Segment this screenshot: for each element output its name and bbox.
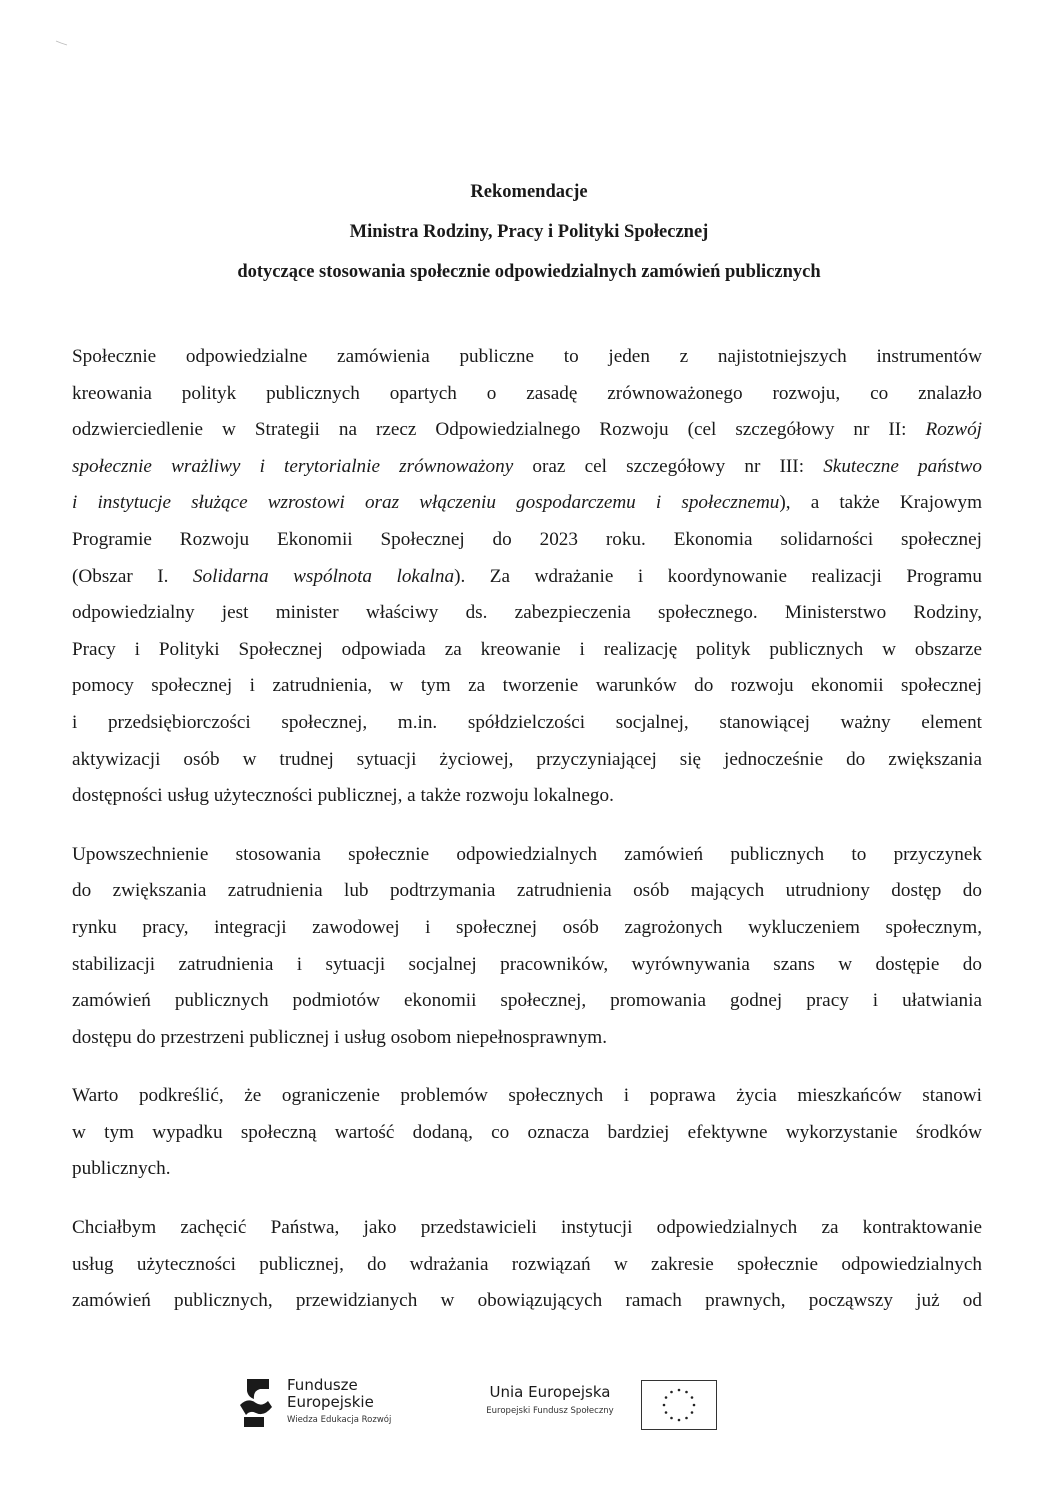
text-run: oraz cel szczegółowy nr III: (513, 455, 824, 477)
italic-run: społecznie wrażliwy i terytorialnie zrównoważony (72, 455, 514, 477)
fe-line-2: Europejskie (287, 1393, 374, 1411)
text-line (72, 983, 982, 1020)
fundusze-europejskie-text (287, 1377, 391, 1425)
italic-run: i instytucje służące wzrostowi oraz włączeniu gospodarczemu i społecznemu (72, 492, 780, 514)
eu-star (670, 1417, 673, 1420)
text-run: Programie Rozwoju Ekonomii Społecznej do 2023 roku. Ekonomia solidarności społecznej (72, 528, 982, 550)
text-run: Społecznie odpowiedzialne zamówienia publiczne to jeden z najistotniejszych instrumentów (72, 346, 982, 367)
ue-subtitle: Europejski Fundusz Społeczny (486, 1406, 614, 1416)
paragraph (72, 1210, 982, 1320)
italic-run: Rozwój (925, 419, 982, 441)
text-run: do zwiększania zatrudnienia lub podtrzymania zatrudnienia osób mających utrudniony dostęp do (72, 880, 982, 902)
text-line (72, 632, 982, 669)
text-run: pomocy społecznej i zatrudnienia, w tym za tworzenie warunków do rozwoju ekonomii społecznej (72, 675, 982, 697)
eu-star (685, 1417, 688, 1420)
eu-star (678, 1389, 681, 1392)
text-run: Upowszechnienie stosowania społecznie odpowiedzialnych zamówień publicznych to przyczynek (72, 843, 982, 865)
eu-star (691, 1411, 694, 1414)
text-run: stabilizacji zatrudnienia i sytuacji socjalnej pracowników, wyrównywania szans w dostępie do (72, 953, 982, 975)
text-line (72, 1283, 982, 1320)
text-line (72, 1020, 982, 1057)
text-line (72, 339, 982, 376)
unia-europejska-text (460, 1383, 640, 1416)
fe-subtitle: Wiedza Edukacja Rozwój (287, 1415, 392, 1425)
text-line (72, 412, 982, 449)
text-run: (Obszar I. (72, 565, 193, 587)
text-line (72, 522, 982, 559)
eu-star (678, 1419, 681, 1422)
title-line-2: Ministra Rodziny, Pracy i Polityki Społecznej (349, 222, 709, 242)
text-run: i przedsiębiorczości społecznej, m.in. spółdzielczości socjalnej, stanowiącej ważny element (72, 711, 982, 733)
text-line (72, 485, 982, 522)
text-run: dostępności usług użyteczności publicznej, a także rozwoju lokalnego. (72, 785, 614, 807)
italic-run: Solidarna wspólnota lokalna (192, 565, 455, 587)
text-line (72, 1078, 982, 1115)
text-line (72, 449, 982, 486)
eu-flag-icon (641, 1380, 717, 1430)
text-line (72, 910, 982, 947)
text-run: ), a także Krajowym (779, 492, 982, 514)
fundusze-europejskie-logo-icon (238, 1377, 278, 1429)
text-line (72, 778, 982, 815)
eu-star (665, 1396, 668, 1399)
text-line (72, 1115, 982, 1152)
text-run: odpowiedzialny jest minister właściwy ds. zabezpieczenia społecznego. Ministerstwo Rodziny, (72, 602, 982, 624)
eu-star (670, 1391, 673, 1394)
text-run: zamówień publicznych, przewidzianych w obowiązujących ramach prawnych, począwszy już od (72, 1290, 982, 1312)
text-run: dostępu do przestrzeni publicznej i usług osobom niepełnosprawnym. (72, 1026, 608, 1048)
text-run: publicznych. (72, 1158, 171, 1180)
paragraph (72, 1078, 982, 1188)
paragraph (72, 339, 982, 815)
text-run: zamówień publicznych podmiotów ekonomii społecznej, promowania godnej pracy i ułatwiania (72, 990, 982, 1012)
text-run: Warto podkreślić, że ograniczenie problemów społecznych i poprawa życia mieszkańców stanowi (72, 1085, 982, 1107)
eu-star (691, 1396, 694, 1399)
title-line-3: dotyczące stosowania społecznie odpowiedzialnych zamówień publicznych (237, 262, 821, 282)
italic-run: Skuteczne państwo (823, 455, 982, 477)
text-run: rynku pracy, integracji zawodowej i społecznej osób zagrożonych wykluczeniem społecznym, (72, 916, 982, 938)
text-line (72, 837, 982, 874)
text-line (72, 1210, 982, 1247)
text-run: ). Za wdrażanie i koordynowanie realizacji Programu (454, 565, 982, 587)
paragraph (72, 837, 982, 1057)
text-run: w tym wypadku społeczną wartość dodaną, co oznacza bardziej efektywne wykorzystanie środków (72, 1121, 982, 1143)
scan-mark (55, 40, 69, 46)
text-line (72, 559, 982, 596)
title-line-1: Rekomendacje (470, 182, 588, 202)
eu-star (663, 1404, 666, 1407)
eu-star (665, 1411, 668, 1414)
text-run: Pracy i Polityki Społecznej odpowiada za kreowanie i realizację polityk publicznych w obszarze (72, 638, 982, 660)
text-line (72, 376, 982, 413)
text-line (72, 1247, 982, 1284)
text-run: usług użyteczności publicznej, do wdrażania rozwiązań w zakresie społecznie odpowiedzialnych (72, 1253, 982, 1275)
text-line (72, 873, 982, 910)
document-title (72, 172, 986, 292)
eu-star (693, 1404, 696, 1407)
footer-logos (0, 1377, 1058, 1447)
text-run: kreowania polityk publicznych opartych o zasadę zrównoważonego rozwoju, co znalazło (72, 382, 982, 404)
text-line (72, 705, 982, 742)
text-run: aktywizacji osób w trudnej sytuacji życiowej, przyczyniającej się jednocześnie do zwiększania (72, 748, 982, 770)
text-run: Chciałbym zachęcić Państwa, jako przedstawicieli instytucji odpowiedzialnych za kontraktowanie (72, 1217, 982, 1239)
fe-line-1: Fundusze (287, 1376, 358, 1394)
text-run: odzwierciedlenie w Strategii na rzecz Odpowiedzialnego Rozwoju (cel szczegółowy nr II: (72, 419, 926, 441)
document-body (72, 339, 982, 1342)
text-line (72, 668, 982, 705)
text-line (72, 742, 982, 779)
text-line (72, 595, 982, 632)
eu-star (685, 1391, 688, 1394)
ue-title: Unia Europejska (489, 1383, 611, 1401)
text-line (72, 1151, 982, 1188)
text-line (72, 947, 982, 984)
